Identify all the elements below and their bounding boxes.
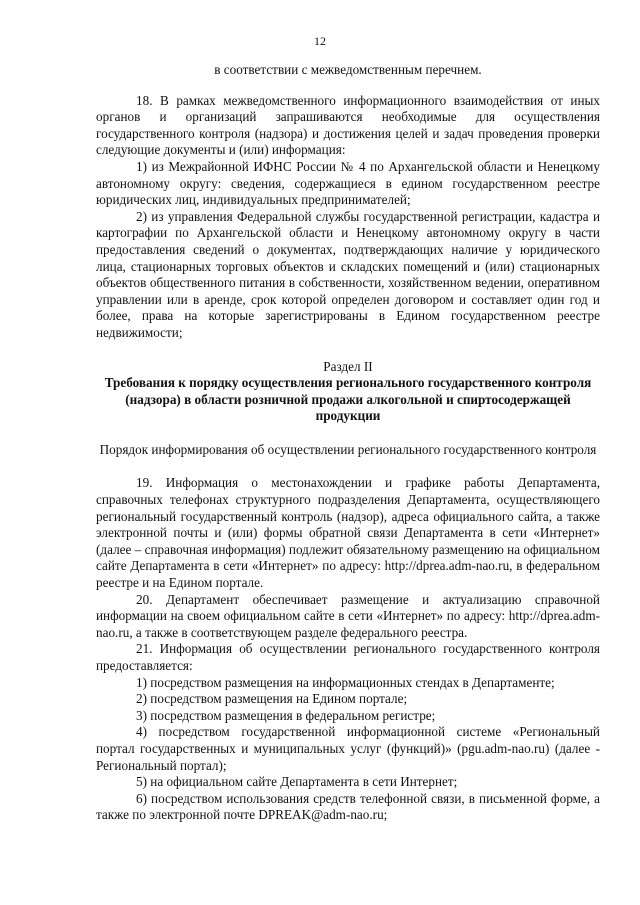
paragraph-21-item-2: 2) посредством размещения на Едином портале; (136, 691, 408, 707)
paragraph-21-item-3: 3) посредством размещения в федеральном регистре; (136, 707, 436, 723)
intro-line: в соответствии с межведомственным перечнем. (214, 62, 482, 77)
spacer (96, 458, 600, 475)
paragraph-19: 19. Информация о местонахождении и графике работы Департамента, справочных телефонах структурного подразделения Департамента, осуществляющего региональный государственный контроль (надзор), адреса официального сайта, а также электронной почты и (или) формы обратной связи Департамента в сети «Интернет» (далее – справочная информация) подлежит обязательному размещению на официальном сайте Департамента в сети «Интернет» по адресу: http://dprea.adm-nao.ru, в федеральном реестре и на Едином портале. (96, 475, 600, 591)
paragraph-21: 21. Информация об осуществлении регионального государственного контроля предоставляется: (96, 641, 600, 673)
paragraph-21-item-6: 6) посредством использования средств телефонной связи, в письменной форме, а также по электронной почте DPREAK@adm-nao.ru; (96, 790, 600, 823)
paragraph-21-item-5: 5) на официальном сайте Департамента в сети Интернет; (136, 774, 458, 790)
spacer (96, 342, 600, 359)
paragraph-20: 20. Департамент обеспечивает размещение и актуализацию справочной информации на своем официальном сайте в сети «Интернет» по адресу: http://dprea.adm-nao.ru, а также в соответствующем разделе федерального реестра. (96, 591, 600, 640)
section-title: Требования к порядку осуществления регионального государственного контроля (надзора) в области розничной продажи алкогольной и спиртосодержащей продукции (104, 375, 592, 424)
section-label: Раздел II (323, 358, 373, 374)
paragraph-21-item-1: 1) посредством размещения на информационных стендах в Департаменте; (136, 674, 555, 690)
paragraph-21-item-4: 4) посредством государственной информационной системе «Региональный портал государственных и муниципальных услуг (функций)» (pgu.adm-nao.ru) (далее - Региональный портал); (96, 724, 600, 773)
subsection-title: Порядок информирования об осуществлении регионального государственного контроля (99, 441, 597, 457)
spacer (96, 425, 600, 442)
page-number: 12 (314, 34, 326, 48)
paragraph-18: 18. В рамках межведомственного информационного взаимодействия от иных органов и организаций запрашиваются необходимые для осуществления государственного контроля (надзора) и достижения целей и задач проведения проверки следующие документы и (или) информация: (96, 92, 600, 158)
paragraph-18-item-1: 1) из Межрайонной ИФНС России № 4 по Архангельской области и Ненецкому автономному округу: сведения, содержащиеся в едином государственном реестре юридических лиц, индивидуальных предпринимателей; (96, 158, 600, 208)
paragraph-18-item-2: 2) из управления Федеральной службы государственной регистрации, кадастра и картографии по Архангельской области и Ненецкому автономному округу в части предоставления сведений о документах, подтверждающих наличие у юридического лица, стационарных торговых объектов и складских помещений и (или) стационарных объектов общественного питания в собственности, хозяйственном ведении, оперативном управлении или в аренде, срок которой определен договором и составляет один год и более, права на которые зарегистрированы в Едином государственном реестре недвижимости; (96, 208, 600, 340)
document-body (96, 62, 600, 824)
